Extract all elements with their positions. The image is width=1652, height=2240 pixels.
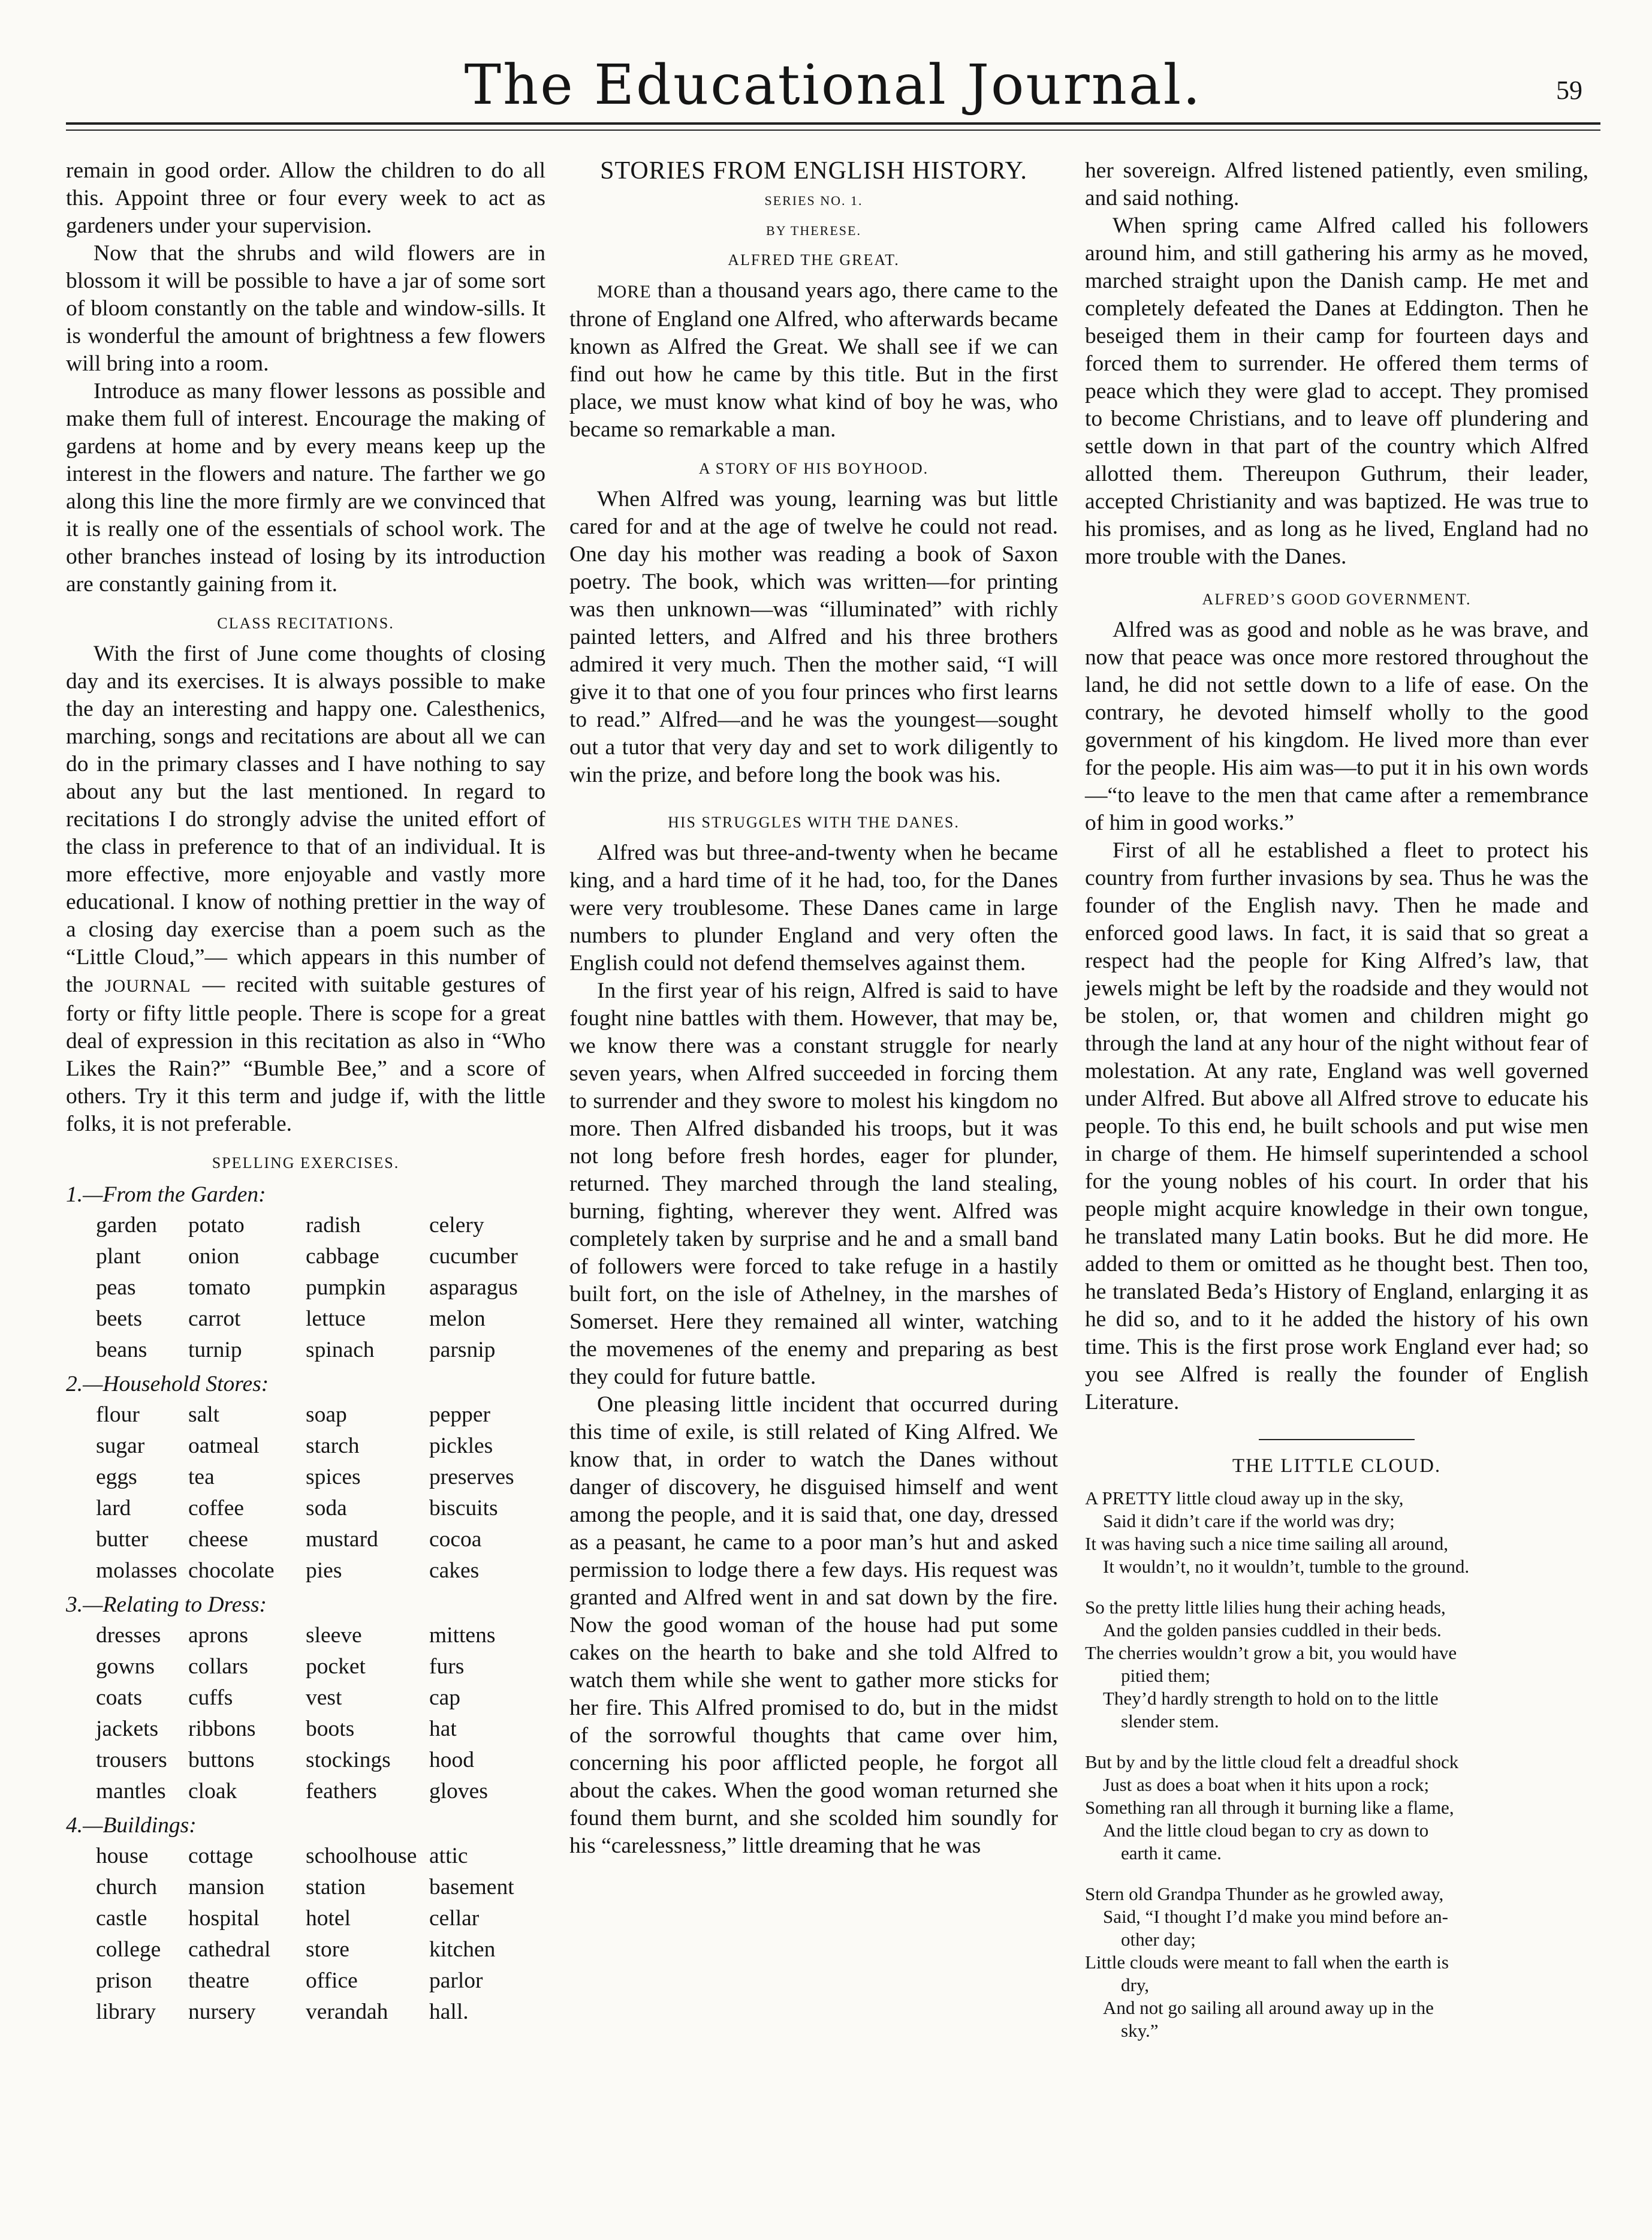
spelling-word: jackets [96,1717,159,1741]
poem-line: Said, “I thought I’d make you mind before an- [1103,1906,1448,1927]
spelling-word: coffee [188,1496,244,1521]
paragraph: In the first year of his reign, Alfred is said to have fought nine battles with them. However, that may be, we know there was a constant struggle for nearly seven years, when Alfred succeeded in forcing them to surrender and they swore to molest his kingdom no more. Then Alfred disbanded his troops, but it was not long before fresh hordes, eager for plunder, returned. They marched through the land stealing, burning, fighting, wherever they went. Alfred was completely taken by surprise and he and a small band of followers were forced to take refuge in a hastily built fort, on the isle of Athelney, in the marshes of Somerset. Here they remained all winter, watching the movemenes of the enemy and preparing as best they could for future battle. [569,979,1058,1389]
spelling-word-grid [66,1620,545,1807]
poem-line: Just as does a boat when it hits upon a rock; [1103,1774,1430,1795]
article-title: STORIES FROM ENGLISH HISTORY. [600,157,1027,185]
spelling-word: spinach [306,1338,375,1362]
spelling-word: cathedral [188,1937,271,1962]
poem-line: It wouldn’t, no it wouldn’t, tumble to the ground. [1103,1556,1470,1577]
spelling-word: verandah [306,2000,388,2024]
section-heading: SPELLING EXERCISES. [212,1154,400,1172]
spelling-word: parlor [429,1968,483,1993]
spelling-word: lard [96,1496,131,1521]
divider [1259,1439,1415,1440]
poem [1085,1487,1588,2042]
paragraph: One pleasing little incident that occurred during this time of exile, is still related of King Alfred. We know that, in order to watch the Danes without danger of discovery, he disguised himself and went among the people, and it is said that, one day, dressed as a peasant, he came to a poor man’s hut and asked permission to lodge there a few days. His request was granted and Alfred went in and sat down by the fire. Now the good woman of the house had put some cakes on the hearth to bake and she told Alfred to watch them while she went to gather more sticks for her fire. This Alfred promised to do, but in the midst of the sorrowful thoughts that came over him, concerning his poor afflicted people, he forgot all about the cakes. When the good woman returned she found them burnt, and she scolded him soundly for his “carelessness,” little dreaming that he was [569,1392,1058,1858]
spelling-word: pocket [306,1654,366,1679]
text-span: With the first of June come thoughts of closing day and its exercises. It is always possible to make the day an interesting and happy one. Calesthenics, marching, songs and recitations are about all we can do in the primary classes and I have nothing to say about any but the last mentioned. In regard to recitations I do strongly advise the united effort of the class in preference to that of an individual. It is more effective, more enjoyable and vastly more educational. I know of nothing prettier in the way of a closing day exercise than a poem such as the “Little Cloud,”— which appears in this number of the [66,642,545,997]
spelling-lists [66,1180,545,2028]
poem-stanza [1085,1487,1588,1578]
poem-line: Said it didn’t care if the world was dry; [1103,1510,1395,1531]
spelling-word: salt [188,1402,220,1427]
poem-stanza [1085,1883,1588,2042]
paragraph: Alfred was but three-and-twenty when he became king, and a hard time of it he had, too, for the Danes were very troublesome. These Danes came in large numbers to plunder England and very often the English could not defend themselves against them. [569,841,1058,976]
spelling-word: hat [429,1717,457,1741]
spelling-word: mansion [188,1875,265,1899]
spelling-word: butter [96,1527,149,1552]
spelling-word: dresses [96,1623,161,1648]
spelling-word: mantles [96,1779,166,1804]
paragraph: When spring came Alfred called his followers around him, and still gathering his army as he moved, marched straight upon the Danish camp. He met and completely defeated the Danes at Eddington. Then he beseiged them in their camp for fourteen days and forced them to surrender. He offered them terms of peace which they were glad to accept. They promised to become Christians, and to leave off plundering and settle down in that part of the country which Alfred allotted them. Thereupon Guthrum, their leader, accepted Christianity and was baptized. He was true to his promises, and as long as he lived, England had no more trouble with the Danes. [1085,213,1588,569]
poem-line: They’d hardly strength to hold on to the little [1103,1688,1439,1709]
spelling-word: cakes [429,1558,480,1583]
spelling-word: house [96,1844,149,1868]
masthead-rule [66,122,1600,125]
spelling-word: asparagus [429,1275,518,1300]
paragraph: Now that the shrubs and wild flowers are in blossom it will be possible to have a jar of some sort of bloom constantly on the table and window-sills. It is wonderful the amount of brightness a few flowers will bring into a room. [66,241,545,376]
spelling-word: basement [429,1875,514,1899]
spelling-word: soap [306,1402,347,1427]
series-label: SERIES NO. 1. [764,193,863,208]
byline: BY THERESE. [766,223,861,238]
spelling-word: hood [429,1748,474,1772]
spelling-word: library [96,2000,156,2024]
spelling-word: sugar [96,1434,145,1458]
spelling-word: onion [188,1244,240,1269]
spelling-word: pepper [429,1402,491,1427]
spelling-word: gowns [96,1654,155,1679]
spelling-word: stockings [306,1748,391,1772]
spelling-category-heading: 4.—Buildings: [66,1813,197,1838]
paragraph [66,640,545,1138]
section-heading: ALFRED’S GOOD GOVERNMENT. [1202,591,1472,608]
spelling-word: ribbons [188,1717,256,1741]
masthead-rule-thin [66,130,1600,131]
poem-line: So the pretty little lilies hung their aching heads, [1085,1597,1446,1618]
spelling-word: radish [306,1213,361,1238]
spelling-word: cheese [188,1527,248,1552]
spelling-word: tomato [188,1275,251,1300]
spelling-word: pumpkin [306,1275,386,1300]
spelling-word: feathers [306,1779,377,1804]
spelling-word: station [306,1875,366,1899]
text-span: than a thousand years ago, there came to the throne of England one Alfred, who afterwards became known as Alfred the Great. We shall see if we can find out how he came by this title. But in the first place, we must know what kind of boy he was, who became so remarkable a man. [569,278,1059,442]
paragraph: her sovereign. Alfred listened patiently, even smiling, and said nothing. [1085,158,1588,210]
text-span: — recited with suitable gestures of forty or fifty little people. There is scope for a great deal of expression in this recitation as also in “Who Likes the Rain?” “Bumble Bee,” and a score of others. Try it this term and judge if, with the little folks, it is not preferable. [66,973,546,1136]
poem-line: And the little cloud began to cry as down to [1103,1820,1429,1841]
spelling-word: garden [96,1213,158,1238]
spelling-word: schoolhouse [306,1844,417,1868]
spelling-word: hospital [188,1906,260,1931]
spelling-word: college [96,1937,161,1962]
spelling-word: cabbage [306,1244,379,1269]
spelling-word: mittens [429,1623,496,1648]
spelling-word: mustard [306,1527,378,1552]
poem-line: A PRETTY little cloud away up in the sky, [1085,1488,1404,1509]
spelling-word: aprons [188,1623,248,1648]
spelling-word: celery [429,1213,484,1238]
section-heading: A STORY OF HIS BOYHOOD. [698,460,929,477]
spelling-word: cellar [429,1906,480,1931]
spelling-word: pies [306,1558,342,1583]
spelling-word: furs [429,1654,465,1679]
spelling-word: molasses [96,1558,177,1583]
journal-title: The Educational Journal. [464,53,1202,117]
spelling-word: cottage [188,1844,254,1868]
journal-name: JOURNAL [104,976,191,996]
spelling-word: kitchen [429,1937,496,1962]
spelling-word: collars [188,1654,248,1679]
paragraph [569,277,1058,444]
spelling-word: cloak [188,1779,237,1804]
spelling-word: trousers [96,1748,167,1772]
poem-line: Little clouds were meant to fall when the earth is [1085,1952,1449,1973]
spelling-word: hotel [306,1906,351,1931]
spelling-word: beans [96,1338,147,1362]
poem-stanza [1085,1596,1588,1733]
drop-word: MORE [597,282,652,302]
poem-line: And the golden pansies cuddled in their beds. [1103,1619,1442,1640]
spelling-word: prison [96,1968,152,1993]
spelling-category-heading: 3.—Relating to Dress: [66,1592,267,1617]
spelling-word: soda [306,1496,347,1521]
paragraph: remain in good order. Allow the children to do all this. Appoint three or four every week to act as gardeners under your supervision. [66,158,545,238]
article-subtitle: ALFRED THE GREAT. [728,251,900,269]
poem-line: It was having such a nice time sailing all around, [1085,1533,1449,1554]
paragraph: Introduce as many flower lessons as possible and make them full of interest. Encourage the making of gardens at home and by every means keep up the interest in the flowers and nature. The farther we go along this line the more firmly are we convinced that it is really one of the essentials of school work. The other branches instead of losing by its introduction are constantly gaining from it. [66,379,545,597]
spelling-category-heading: 2.—Household Stores: [66,1372,269,1396]
paragraph: When Alfred was young, learning was but little cared for and at the age of twelve he could not read. One day his mother was reading a book of Saxon poetry. The book, which was written—for printing was then unknown—was “illuminated” with richly painted letters, and Alfred and his three brothers admired it very much. Then the mother said, “I will give it to that one of you four princes who first learns to read.” Alfred—and he was the youngest—sought out a tutor that very day and set to work diligently to win the prize, and before long the book was his. [569,487,1058,787]
spelling-word: cocoa [429,1527,482,1552]
spelling-word: sleeve [306,1623,362,1648]
spelling-word: chocolate [188,1558,275,1583]
spelling-word: office [306,1968,358,1993]
poem-line: The cherries wouldn’t grow a bit, you would have [1085,1642,1457,1663]
spelling-word: cucumber [429,1244,518,1269]
poem-line: sky.” [1121,2020,1159,2041]
spelling-word: turnip [188,1338,242,1362]
spelling-word: buttons [188,1748,255,1772]
spelling-word: eggs [96,1465,137,1489]
spelling-word: boots [306,1717,355,1741]
spelling-word: church [96,1875,158,1899]
poem-line: pitied them; [1121,1665,1210,1686]
section-heading: CLASS RECITATIONS. [217,615,394,632]
spelling-word: lettuce [306,1306,366,1331]
spelling-word: gloves [429,1779,488,1804]
poem-line: earth it came. [1121,1842,1222,1863]
spelling-word: parsnip [429,1338,496,1362]
column-2 [569,157,1058,1860]
spelling-word: peas [96,1275,136,1300]
poem-line: And not go sailing all around away up in the [1103,1997,1434,2018]
spelling-category-heading: 1.—From the Garden: [66,1182,266,1207]
spelling-word: vest [306,1685,342,1710]
spelling-word: potato [188,1213,245,1238]
spelling-word: nursery [188,2000,256,2024]
spelling-word-grid [66,1841,545,2028]
spelling-word: tea [188,1465,215,1489]
poem-line: slender stem. [1121,1711,1219,1732]
spelling-word: pickles [429,1434,493,1458]
poem-line: But by and by the little cloud felt a dreadful shock [1085,1751,1459,1772]
spelling-word: flour [96,1402,140,1427]
spelling-word: cuffs [188,1685,233,1710]
spelling-word: hall. [429,2000,469,2024]
spelling-word: melon [429,1306,486,1331]
paragraph: Alfred was as good and noble as he was brave, and now that peace was once more restored throughout the land, he did not settle down to a life of ease. On the contrary, he devoted himself wholly to the good government of his kingdom. He lived more than ever for the people. His aim was—to put it in his own words—“to leave to the men that came after a remembrance of him in good works.” [1085,618,1588,835]
spelling-word: theatre [188,1968,250,1993]
spelling-word: oatmeal [188,1434,260,1458]
poem-line: Something ran all through it burning like a flame, [1085,1797,1454,1818]
poem-line: dry, [1121,1974,1150,1995]
spelling-word-grid [66,1210,545,1366]
spelling-word: attic [429,1844,468,1868]
poem-stanza [1085,1751,1588,1865]
poem-line: Stern old Grandpa Thunder as he growled away, [1085,1883,1444,1904]
spelling-word: spices [306,1465,361,1489]
spelling-word: beets [96,1306,143,1331]
spelling-word: castle [96,1906,147,1931]
spelling-word: cap [429,1685,461,1710]
spelling-word: starch [306,1434,360,1458]
page-number: 59 [1556,76,1582,105]
column-1 [66,157,545,2028]
spelling-word: plant [96,1244,141,1269]
poem-line: other day; [1121,1929,1196,1950]
poem-title: THE LITTLE CLOUD. [1232,1455,1442,1477]
masthead [66,48,1600,144]
spelling-word-grid [66,1399,545,1586]
spelling-word: store [306,1937,349,1962]
spelling-word: coats [96,1685,143,1710]
spelling-word: preserves [429,1465,514,1489]
paragraph: First of all he established a fleet to protect his country from further invasions by sea. Thus he was the founder of the English navy. Then he made and enforced good laws. In fact, it is said that so great a respect had the people for King Alfred’s law, that jewels might be left by the roadside and they would not be stolen, or, that women and children might go through the land at any hour of the night without fear of molestation. At any rate, England was well governed under Alfred. But above all Alfred strove to educate his people. To this end, he built schools and put wise men in charge of them. He himself superintended a school for the young nobles of his court. In order that his people might acquire knowledge in their own tongue, he translated many Latin books. But he did more. He added to them or omitted as he thought best. Then too, he translated Beda’s History of England, enlarging it as he did so, and to it he added the history of his own time. This is the first prose work England ever had; so you see Alfred is really the founder of English Literature. [1085,838,1588,1414]
column-3 [1085,157,1588,2060]
spelling-word: biscuits [429,1496,498,1521]
section-heading: HIS STRUGGLES WITH THE DANES. [668,814,960,831]
spelling-word: carrot [188,1306,241,1331]
